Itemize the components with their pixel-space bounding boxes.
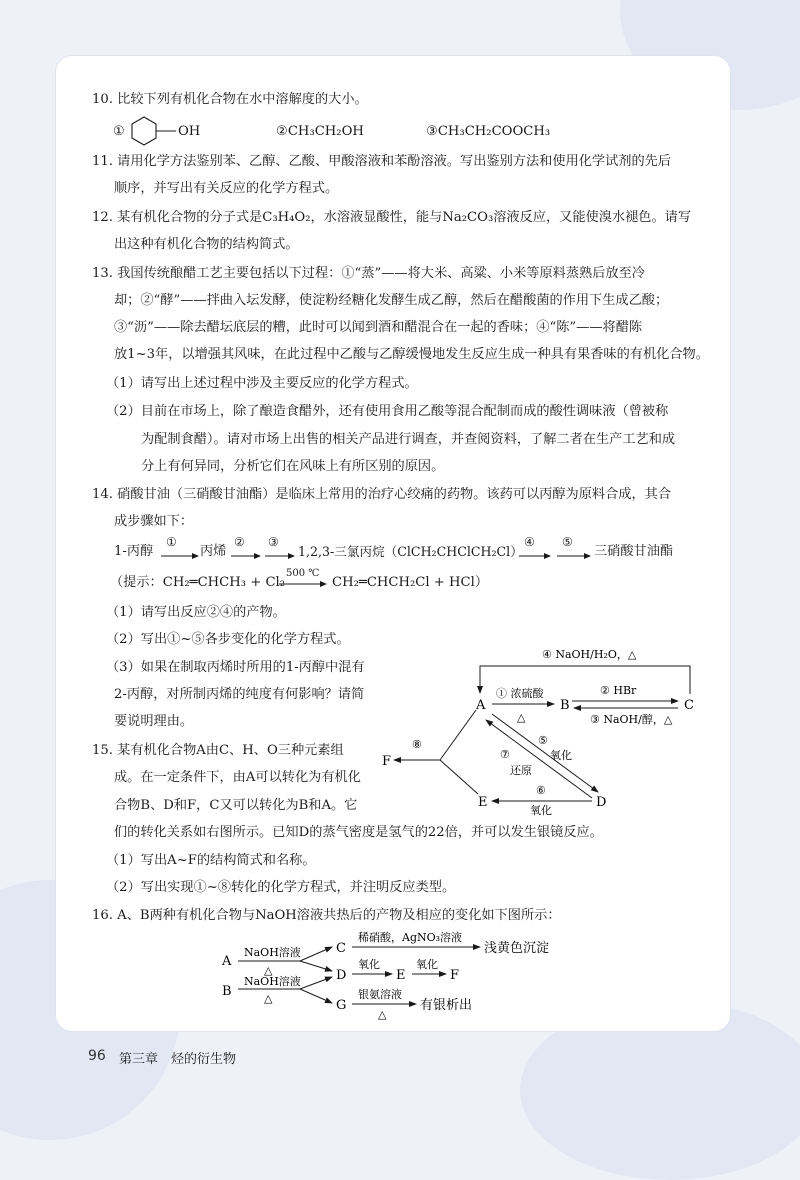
q10-option3: ③CH₃CH₂COOCH₃ [426,124,551,139]
page-number: 96 [88,1048,106,1064]
label-r6: 氧化 [530,804,552,817]
q14-sub3-line1: （3）如果在制取丙烯时所用的1-丙醇中混有 [106,660,365,675]
q10-option2: ②CH₃CH₂OH [276,124,364,139]
q15-conversion-diagram [380,640,720,820]
hint-condition: 500 ℃ [286,568,320,579]
q11-line2: 顺序，并写出有关反应的化学方程式。 [114,181,339,196]
q16-node-a: A [222,954,232,969]
label-r6-num: ⑥ [536,784,546,797]
label-r5-num: ⑤ [538,734,548,747]
route-step-3: ③ [268,535,279,549]
q15-line1: 15. 某有机化合物A由C、H、O三种元素组 [92,743,344,758]
q13-sub2-line1: （2）目前在市场上，除了酿造食醋外，还有使用食用乙酸等混合配制而成的酸性调味液（曾被称 [106,404,669,419]
label-r7-num: ⑦ [500,748,510,761]
q10-stem: 10. 比较下列有机化合物在水中溶解度的大小。 [92,92,368,107]
q16-node-b: B [222,984,232,999]
q13-sub2-line3: 分上有何异同，分析它们在风味上有所区别的原因。 [141,459,445,474]
label-r2: ② HBr [600,684,637,697]
q13-line3: ③“沥”——除去醋坛底层的糟，此时可以闻到酒和醋混合在一起的香味；④“陈”——将醋陈 [114,320,643,335]
q16-ag-heat: △ [378,1008,387,1021]
label-r7: 还原 [510,764,532,777]
q15-sub2: （2）写出实现①~⑧转化的化学方程式，并注明反应类型。 [106,880,456,895]
q14-line2: 成步骤如下： [114,514,194,529]
q16-naoh-1: NaOH溶液 [244,946,301,959]
q16-heat-1: △ [264,964,273,977]
q13-line2: 却；②“酵”——拌曲入坛发酵，使淀粉经糖化发酵生成乙醇，然后在醋酸菌的作用下生成乙酸； [114,293,669,308]
q16-ox-1: 氧化 [358,958,380,971]
q16-c-reagent: 稀硝酸，AgNO₃溶液 [358,931,463,944]
q16-ox-2: 氧化 [416,958,438,971]
q12-line2: 出这种有机化合物的结构简式。 [114,237,299,252]
q14-sub1: （1）请写出反应②④的产物。 [106,605,286,620]
q16-naoh-2: NaOH溶液 [244,975,301,988]
q10-option1-oh: OH [178,124,201,139]
q15-line4: 们的转化关系如右图所示。已知D的蒸气密度是氢气的22倍，并可以发生银镜反应。 [114,825,603,840]
node-f: F [382,754,392,769]
q16-node-g: G [336,998,347,1013]
route-step-2: ② [234,535,245,549]
q10-option1-number: ① [113,124,125,139]
route-end: 三硝酸甘油酯 [594,544,674,559]
q15-line3: 合物B、D和F，C又可以转化为B和A。它 [114,798,358,813]
chapter-label: 第三章 [119,1052,159,1067]
q16-stem: 16. A、B两种有机化合物与NaOH溶液共热后的产物及相应的变化如下图所示： [92,908,561,923]
label-r8: ⑧ [412,738,422,751]
label-r3: ③ NaOH/醇，△ [590,713,673,726]
branch-e-to-fork [440,760,478,794]
q16-node-f: F [450,968,460,983]
q13-sub1: （1）请写出上述过程中涉及主要反应的化学方程式。 [106,376,418,391]
route-step-1: ① [166,535,177,549]
node-b: B [560,698,570,713]
q16-conversion-diagram [220,925,600,1025]
label-r1: ① 浓硫酸 [496,687,544,700]
q16-g-product: 有银析出 [420,998,473,1013]
phenol-ring-icon [128,113,178,149]
q14-sub3-line2: 2-丙醇，对所制丙烯的纯度有何影响？请简 [114,687,365,702]
route-trichloropropane: 1,2,3-三氯丙烷（ClCH₂CHClCH₂Cl） [298,544,523,559]
q14-line1: 14. 硝酸甘油（三硝酸甘油酯）是临床上常用的治疗心绞痛的药物。该药可以丙醇为原料合成，其合 [92,487,672,502]
label-r4: ④ NaOH/H₂O，△ [542,648,637,661]
q16-node-c: C [336,941,346,956]
q16-a-to-c [300,947,332,961]
q11-line1: 11. 请用化学方法鉴别苯、乙醇、乙酸、甲酸溶液和苯酚溶液。写出鉴别方法和使用化学试剂的先后 [92,154,672,169]
node-c: C [684,698,694,713]
q16-heat-2: △ [264,992,273,1005]
q13-line4: 放1~3年，以增强其风味，在此过程中乙酸与乙醇缓慢地发生反应生成一种具有果香味的有机化合物。 [114,347,709,362]
q15-line2: 成。在一定条件下，由A可以转化为有机化 [114,770,361,785]
node-d: D [596,795,607,810]
node-e: E [478,795,488,810]
route-propene: 丙烯 [200,544,227,559]
q15-sub1: （1）写出A~F的结构简式和名称。 [106,853,316,868]
q14-hint-right: CH₂═CHCH₂Cl + HCl） [332,575,489,590]
q16-node-e: E [396,968,406,983]
q14-sub2: （2）写出①~⑤各步变化的化学方程式。 [106,632,350,647]
route-start: 1-丙醇 [114,544,154,559]
branch-a-to-fork [440,710,476,760]
q16-node-d: D [336,968,347,983]
node-a: A [476,698,486,713]
q16-b-to-g [300,989,332,1003]
q16-b-to-d [300,977,332,989]
q13-line1: 13. 我国传统酿醋工艺主要包括以下过程：①“蒸”——将大米、高粱、小米等原料蒸熟后放至冷 [92,266,645,281]
q14-hint-left: （提示：CH₂═CHCH₃ + Cl₂ [110,575,286,590]
chapter-title: 烃的衍生物 [171,1052,237,1067]
q16-a-to-d [300,961,332,971]
q16-ag-reagent: 银氨溶液 [358,988,402,1001]
route-step-5: ⑤ [562,535,573,549]
q14-sub3-line3: 要说明理由。 [114,714,194,729]
route-step-4: ④ [524,535,535,549]
label-r5: 氧化 [550,749,572,762]
q12-line1: 12. 某有机化合物的分子式是C₃H₄O₂，水溶液显酸性，能与Na₂CO₃溶液反应，又能使溴水褪色。请写 [92,210,692,225]
q16-c-product: 浅黄色沉淀 [484,941,550,956]
label-r1-heat: △ [517,711,526,724]
q13-sub2-line2: 为配制食醋）。请对市场上出售的相关产品进行调查，并查阅资料，了解二者在生产工艺和成 [141,432,676,447]
